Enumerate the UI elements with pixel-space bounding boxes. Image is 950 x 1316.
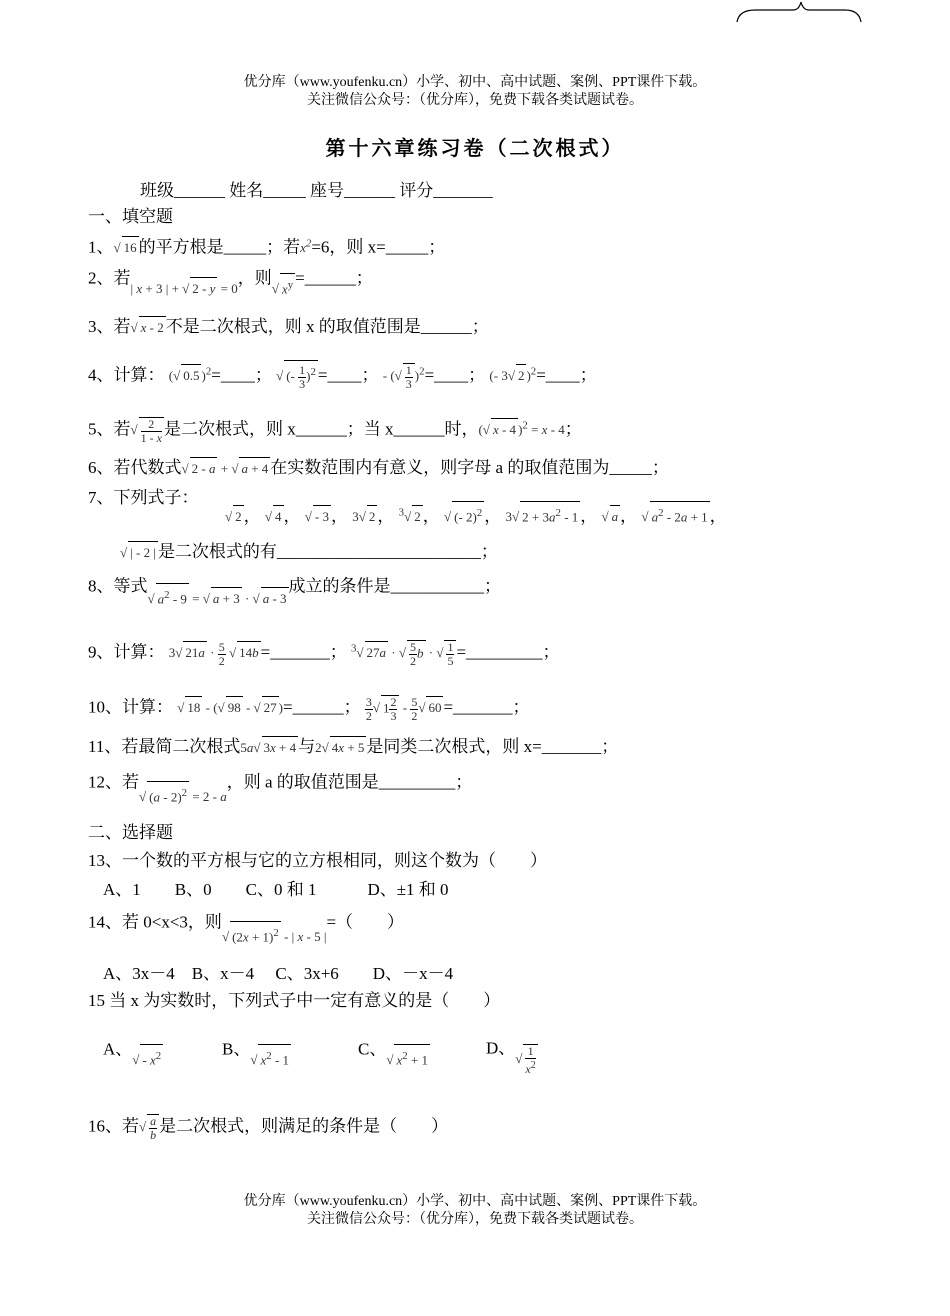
question-7-cont: √ | - 2 | 是二次根式的有________________________；	[120, 541, 498, 564]
question-15: 15 当 x 为实数时，下列式子中一定有意义的是（ ）	[88, 991, 501, 1010]
math-sqrt05-sq: (√ 0.5 )$^2$	[169, 368, 211, 383]
math-sqrt-a-over-b: √ $\frac{a}{b}$	[139, 1119, 159, 1134]
math-q9-expr1: 3√ 21a · $\frac{5}{2}$ √ 14b	[168, 639, 259, 668]
question-10: 10、计算： √ 18 - (√ 98 - √ 27 )=______； $\frac{3}{2}$ √ 1 $\frac{2}{3}$ - $\frac{5}{2}$ √ 60 =_______；	[88, 695, 530, 723]
section-2-heading: 二、选择题	[88, 823, 173, 842]
math-sqrt-2-over-1-x: √ $\frac{2}{1 - x}$	[130, 416, 162, 445]
brace-decoration	[735, 0, 865, 24]
header-line-1: 优分库（www.youfenku.cn）小学、初中、高中试题、案例、PPT课件下载。	[243, 75, 707, 90]
question-1: 1、√ 16 的平方根是_____；若$x^2=6$，则 x=_____；	[88, 233, 445, 259]
question-15-option-b: B、$_{√ x^2 - 1}$	[222, 1034, 291, 1061]
math-x2: $x^2$	[300, 238, 312, 256]
math-neg3sqrt2-sq: (- 3√ 2 )$^2$	[489, 368, 536, 383]
question-16: 16、若√ $\frac{a}{b}$ 是二次根式，则满足的条件是（ ）	[88, 1114, 449, 1142]
math-identity-a2-9: √ a2 - 9 = √ a + 3 · √ a - 3	[148, 591, 289, 606]
question-5: 5、若√ $\frac{2}{1 - x}$ 是二次根式，则 x______；当 x______时，(√ x - 4 )$^2$ = x - 4；	[88, 416, 582, 445]
math-5a-sqrt: 5a√ 3x + 4	[240, 740, 298, 755]
question-13: 13、一个数的平方根与它的立方根相同，则这个数为（ ）	[88, 851, 547, 870]
question-14: 14、若 0<x<3，则$_{√ (2x + 1)^2 - | x - 5 |}$=（ ）	[88, 907, 404, 934]
question-6: 6、若代数式√ 2 - a + √ a + 4 在实数范围内有意义，则字母 a 的取值范围为_____；	[88, 457, 669, 480]
question-15-option-d: D、$_{√ \frac{1}{x^2}}$	[486, 1038, 536, 1076]
footer-line-1: 优分库（www.youfenku.cn）小学、初中、高中试题、案例、PPT课件下载。	[243, 1194, 707, 1209]
question-7: 7、下列式子：	[88, 488, 199, 507]
math-q9-expr2: $^3$√ 27a · √ $\frac{5}{2}$ b · √ $\frac{1}{5}$	[351, 645, 457, 660]
math-neg-sqrt-third-sq: - (√ $\frac{1}{3}$ )$^2$	[382, 362, 425, 391]
math-sqrt-xy: √ xy	[272, 281, 295, 296]
question-7-expressions: √ 2 ， √ 4 ， √ - 3 ， 3√ 2 ， $^3$√ 2 ， √ (- 2)$^2$ ， 3√ $2 + 3a^2 - 1$ ， √ a ， √ $a^2 - 2a + 1$ ，	[225, 501, 727, 528]
info-line: 班级______ 姓名_____ 座号______ 评分_______	[140, 181, 493, 200]
question-14-options: A、3x－4 B、x－4 C、3x+6 D、－x－4	[103, 964, 454, 983]
math-q12-identity: √ (a - 2)2 = 2 - a	[139, 789, 227, 804]
math-sqrt16: √ 16	[114, 240, 139, 255]
footer-line-2: 关注微信公众号：（优分库），免费下载各类试题试卷。	[307, 1212, 643, 1227]
math-sqrt-2-a-plus: √ 2 - a + √ a + 4	[182, 461, 271, 476]
header-line-2: 关注微信公众号：（优分库），免费下载各类试题试卷。	[307, 93, 643, 108]
math-q10-expr2: $\frac{3}{2}$ √ 1 $\frac{2}{3}$ - $\frac{5}{2}$ √ 60	[365, 695, 442, 723]
math-sqrt-neg-third-sq: √ (- $\frac{1}{3}$ )$^2$	[276, 368, 318, 383]
math-abs-eq: | x + 3 | + √ 2 - y = 0	[131, 281, 238, 296]
math-q14-expr: √ (2x + 1)2 - | x - 5 |	[222, 929, 327, 944]
question-2: 2、若$_{| x + 3 | + √ 2 - y = 0}$，则$_{√ x^y}$ =______；	[88, 263, 373, 290]
math-2-sqrt: 2√ 4x + 5	[315, 740, 366, 755]
question-11: 11、若最简二次根式5a√ 3x + 4 与2√ 4x + 5 是同类二次根式，则 x=_______；	[88, 736, 618, 759]
question-12: 12、若$_{√ (a - 2)^2 = 2 - a}$，则 a 的取值范围是_________；	[88, 767, 472, 794]
question-15-option-a: A、$_{√ - x^2}$	[103, 1034, 163, 1061]
question-15-option-c: C、$_{√ x^2 + 1}$	[358, 1034, 430, 1061]
question-13-options: A、1 B、0 C、0 和 1 D、±1 和 0	[103, 880, 449, 899]
math-sqrt-x-2: √ x - 2	[131, 320, 166, 335]
section-1-heading: 一、填空题	[88, 207, 173, 226]
page-title: 第十六章练习卷（二次根式）	[325, 138, 625, 160]
question-9: 9、计算： 3√ 21a · $\frac{5}{2}$ √ 14b =_______； $^3$√ 27a · √ $\frac{5}{2}$ b · √ $\frac{1}{5}$ =_________；	[88, 639, 560, 668]
question-8: 8、等式$_{√ a^2 - 9 = √ a + 3 \cdot √ a - 3}$成立的条件是___________；	[88, 571, 501, 598]
math-q10-expr1: √ 18 - (√ 98 - √ 27 )	[177, 700, 283, 715]
math-identity-x-4: (√ x - 4 )$^2$ = x - 4	[478, 422, 564, 437]
question-4: 4、计算： (√ 0.5 )$^2$=____； √ (- $\frac{1}{3}$ )$^2$ =____； - (√ $\frac{1}{3}$ )$^2$=____； (- 3√ 2 )$^2$=____；	[88, 360, 597, 391]
question-3: 3、若√ x - 2 不是二次根式，则 x 的取值范围是______；	[88, 316, 489, 339]
